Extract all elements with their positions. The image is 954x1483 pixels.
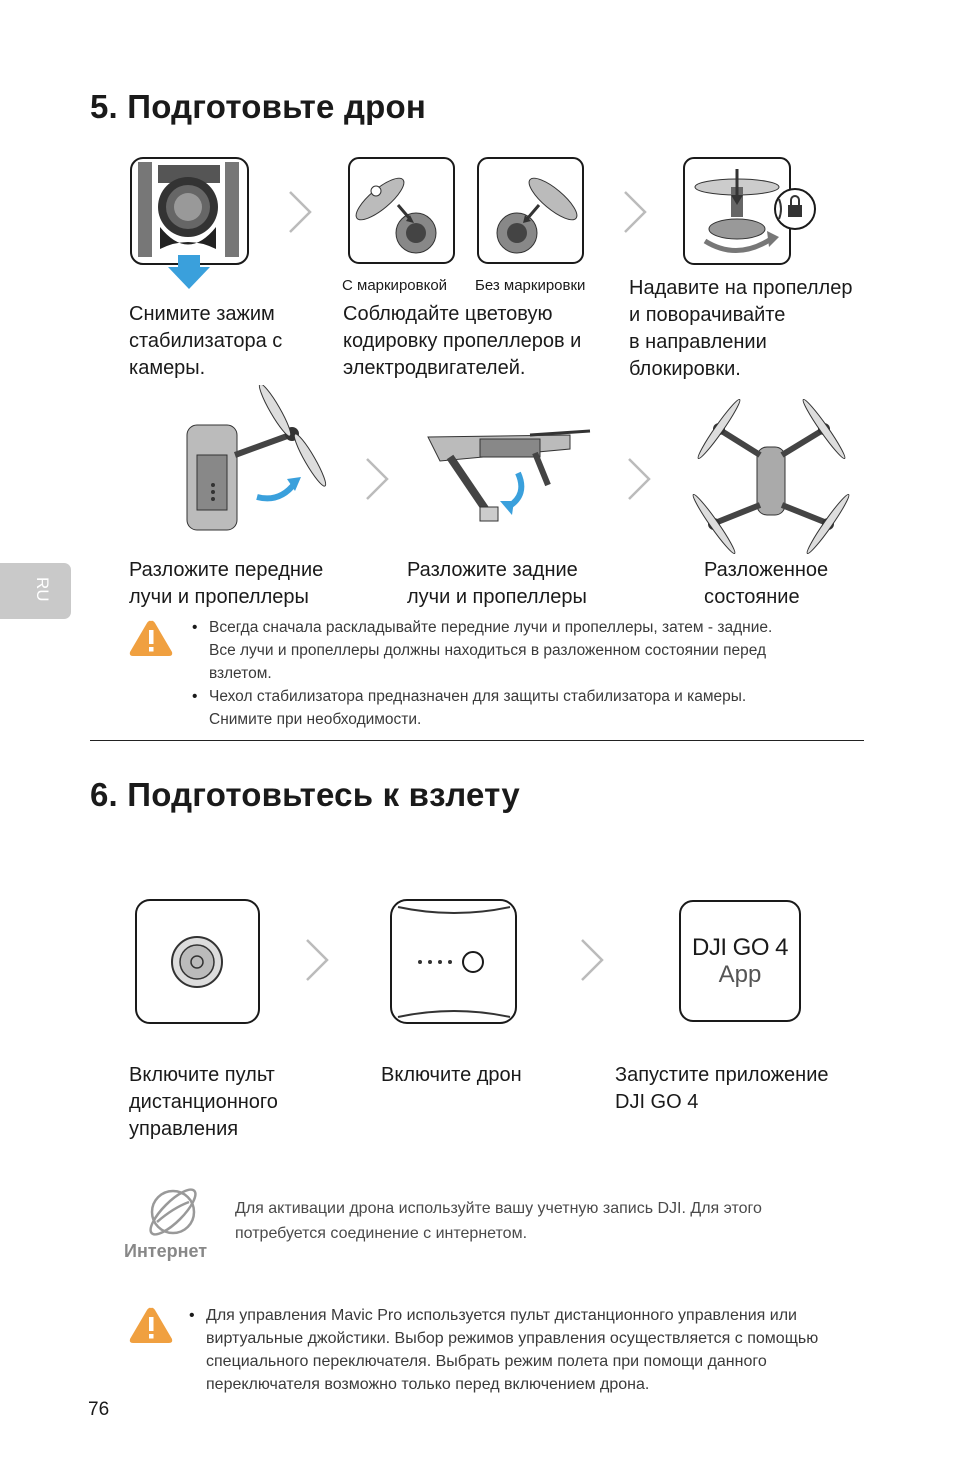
label-marked: С маркировкой: [342, 277, 448, 294]
propeller-unmarked-illustration: [477, 157, 585, 267]
page-number: 76: [88, 1399, 110, 1420]
step-caption-lock: Надавите на пропеллер и поворачивайте в направлении блокировки.: [629, 277, 853, 380]
front-arms-illustration: [175, 385, 335, 540]
step-caption-remote-on: Включите пульт дистанционного управления: [129, 1064, 278, 1140]
language-tab: [0, 563, 71, 619]
chevron-right-icon: [304, 938, 330, 987]
warning-icon: [128, 618, 174, 658]
chevron-right-icon: [579, 938, 605, 987]
step-caption-drone-on: Включите дрон: [381, 1064, 522, 1086]
warning-icon: [128, 1305, 174, 1345]
remote-power-button-illustration: [135, 899, 261, 1025]
chevron-right-icon: [364, 457, 390, 506]
propeller-marked-illustration: [348, 157, 456, 267]
step-caption-app-launch: Запустите приложение DJI GO 4: [615, 1064, 829, 1113]
internet-globe-icon: [143, 1182, 203, 1240]
chevron-right-icon: [287, 190, 313, 239]
propeller-lock-illustration: [683, 157, 818, 267]
warning-item: • Всегда сначала раскладывайте передние лучи и пропеллеры, затем - задние. Все лучи и пропеллеры должны находиться в разложенном состоянии перед взлетом.: [192, 616, 852, 685]
rear-arms-illustration: [420, 425, 595, 530]
app-tile-name: DJI GO 4: [691, 934, 789, 961]
dji-go-app-tile: [679, 900, 801, 1022]
label-unmarked: Без маркировки: [475, 277, 586, 294]
step-caption-gimbal: Снимите зажим стабилизатора с камеры.: [129, 303, 283, 379]
step-caption-front-arms: Разложите передние лучи и пропеллеры: [129, 559, 324, 608]
step-caption-unfolded: Разложенное состояние: [704, 559, 829, 608]
drone-power-button-illustration: [390, 899, 518, 1025]
language-tab-label: RU: [33, 577, 52, 602]
section-5-title: 5. Подготовьте дрон: [90, 88, 426, 125]
chevron-right-icon: [622, 190, 648, 239]
step-caption-rear-arms: Разложите задние лучи и пропеллеры: [407, 559, 587, 608]
warning-item: • Для управления Mavic Pro используется пульт дистанционного управления или виртуальные джойстики. Выбор режимов управления осуществляется с помощью специального переключателя. Выбрать режим полета при помощи данного переключателя возможно только перед включением дрона.: [189, 1304, 879, 1396]
warning-list-section-6: [189, 1304, 879, 1396]
gimbal-clamp-illustration: [130, 157, 250, 292]
internet-label: Интернет: [124, 1241, 208, 1261]
warning-list-section-5: [192, 616, 852, 731]
section-divider: [90, 740, 864, 741]
unfolded-drone-illustration: [685, 395, 855, 560]
section-6-title: 6. Подготовьтесь к взлету: [90, 776, 520, 813]
app-tile-suffix: App: [718, 961, 762, 988]
internet-note: Для активации дрона используйте вашу учетную запись DJI. Для этого потребуется соединение с интернетом.: [235, 1200, 762, 1242]
chevron-right-icon: [626, 457, 652, 506]
step-caption-propellers: Соблюдайте цветовую кодировку пропеллеров и электродвигателей.: [343, 303, 582, 379]
warning-item: • Чехол стабилизатора предназначен для защиты стабилизатора и камеры. Снимите при необходимости.: [192, 685, 852, 731]
